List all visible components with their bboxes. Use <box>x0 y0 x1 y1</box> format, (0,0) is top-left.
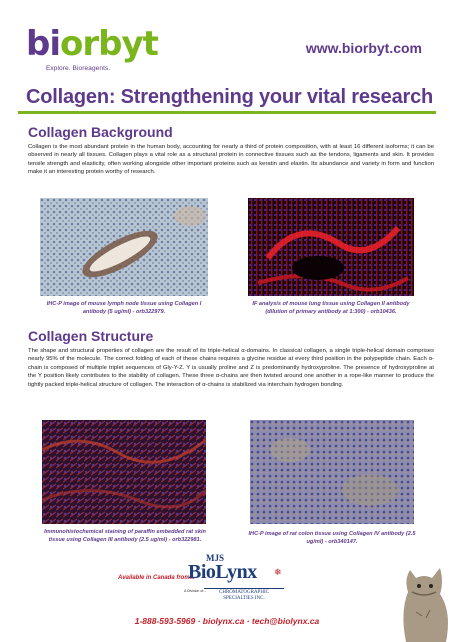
lynx-illustration <box>386 552 454 642</box>
figure-caption: IHC-P image of rat colon tissue using Collagen IV antibody (2.5 ug/ml) - orb340147. <box>248 531 416 546</box>
page-title: Collagen: Strengthening your vital research <box>26 86 434 108</box>
logo-wordmark <box>26 24 158 64</box>
lung-if-image <box>248 198 414 296</box>
distributor-block <box>114 553 284 611</box>
logo-suffix: orbyt <box>60 24 158 64</box>
figure-caption: IHC-P image of mouse lymph node tissue using Collagen I antibody (5 ug/ml) - orb322979. <box>46 301 202 316</box>
logo-tagline: Explore. Bioreagents. <box>46 65 111 72</box>
maple-leaf-icon: ❄ <box>274 567 282 577</box>
biorbyt-logo <box>24 24 158 80</box>
available-in-canada-text: Available in Canada from... <box>118 575 195 581</box>
rat-colon-ihc-image <box>250 420 414 524</box>
figure-caption: IF analysis of mouse lung tissue using Collagen II antibody (dilution of primary antibody at 1:300) - orb10436. <box>252 301 410 316</box>
chromatographic-specialties-label: CHROMATOGRAPHIC SPECIALTIES INC. <box>204 588 284 602</box>
background-paragraph: Collagen is the most abundant protein in the human body, accounting for nearly a third of protein composition, with at least 16 different isoforms; it can be observed in nearly all tissues. Collagen plays a vital role as a structural protein in connective tissues such as the tendons, ligaments and skin. It provides tensile strength and elasticity, often working alongside other important proteins such as keratin and elastin. Its abundance and variety in form and function make it an interesting protein worthy of research. <box>28 144 434 176</box>
background-heading: Collagen Background <box>28 124 173 140</box>
figure-caption: Immunohistochemical staining of paraffin embedded rat skin tissue using Collagen III antibody (2.5 ug/ml) - orb322981. <box>44 529 206 544</box>
mjs-label: MJS <box>206 553 224 563</box>
contact-line[interactable]: 1-888-593-5969 · biolynx.ca · tech@biolynx.ca <box>134 616 320 626</box>
website-link[interactable]: www.biorbyt.com <box>305 40 422 56</box>
lymph-node-ihc-image <box>40 198 208 296</box>
title-bar <box>18 86 436 114</box>
structure-heading: Collagen Structure <box>28 328 154 344</box>
biolynx-logo: BioLynx <box>188 561 257 583</box>
logo-prefix: bi <box>26 24 60 64</box>
division-label: A Division of... <box>184 589 207 593</box>
rat-skin-ihc-image <box>42 420 206 524</box>
structure-paragraph: The shape and structural properties of collagen are the result of its triple-helical α-domains. In classical collagen, a single triple-helical domain comprises nearly 95% of the molecule. The correct folding of each of these chains requires a glycine residue at every third position in the polypeptide chain. Each α-chain is composed of multiple triplet sequences of Gly-Y-Z. Y is usually proline and Z is predominantly hydroxyproline. The presence of hydroxyproline at the Y position likely contributes to the stability of collagen. These three α-chains are then twisted around one another in a rope-like manner to produce the tightly packed triple-helical structure of collagen. The interaction of α-chains is stabilized via interchain hydrogen bonding. <box>28 348 434 388</box>
